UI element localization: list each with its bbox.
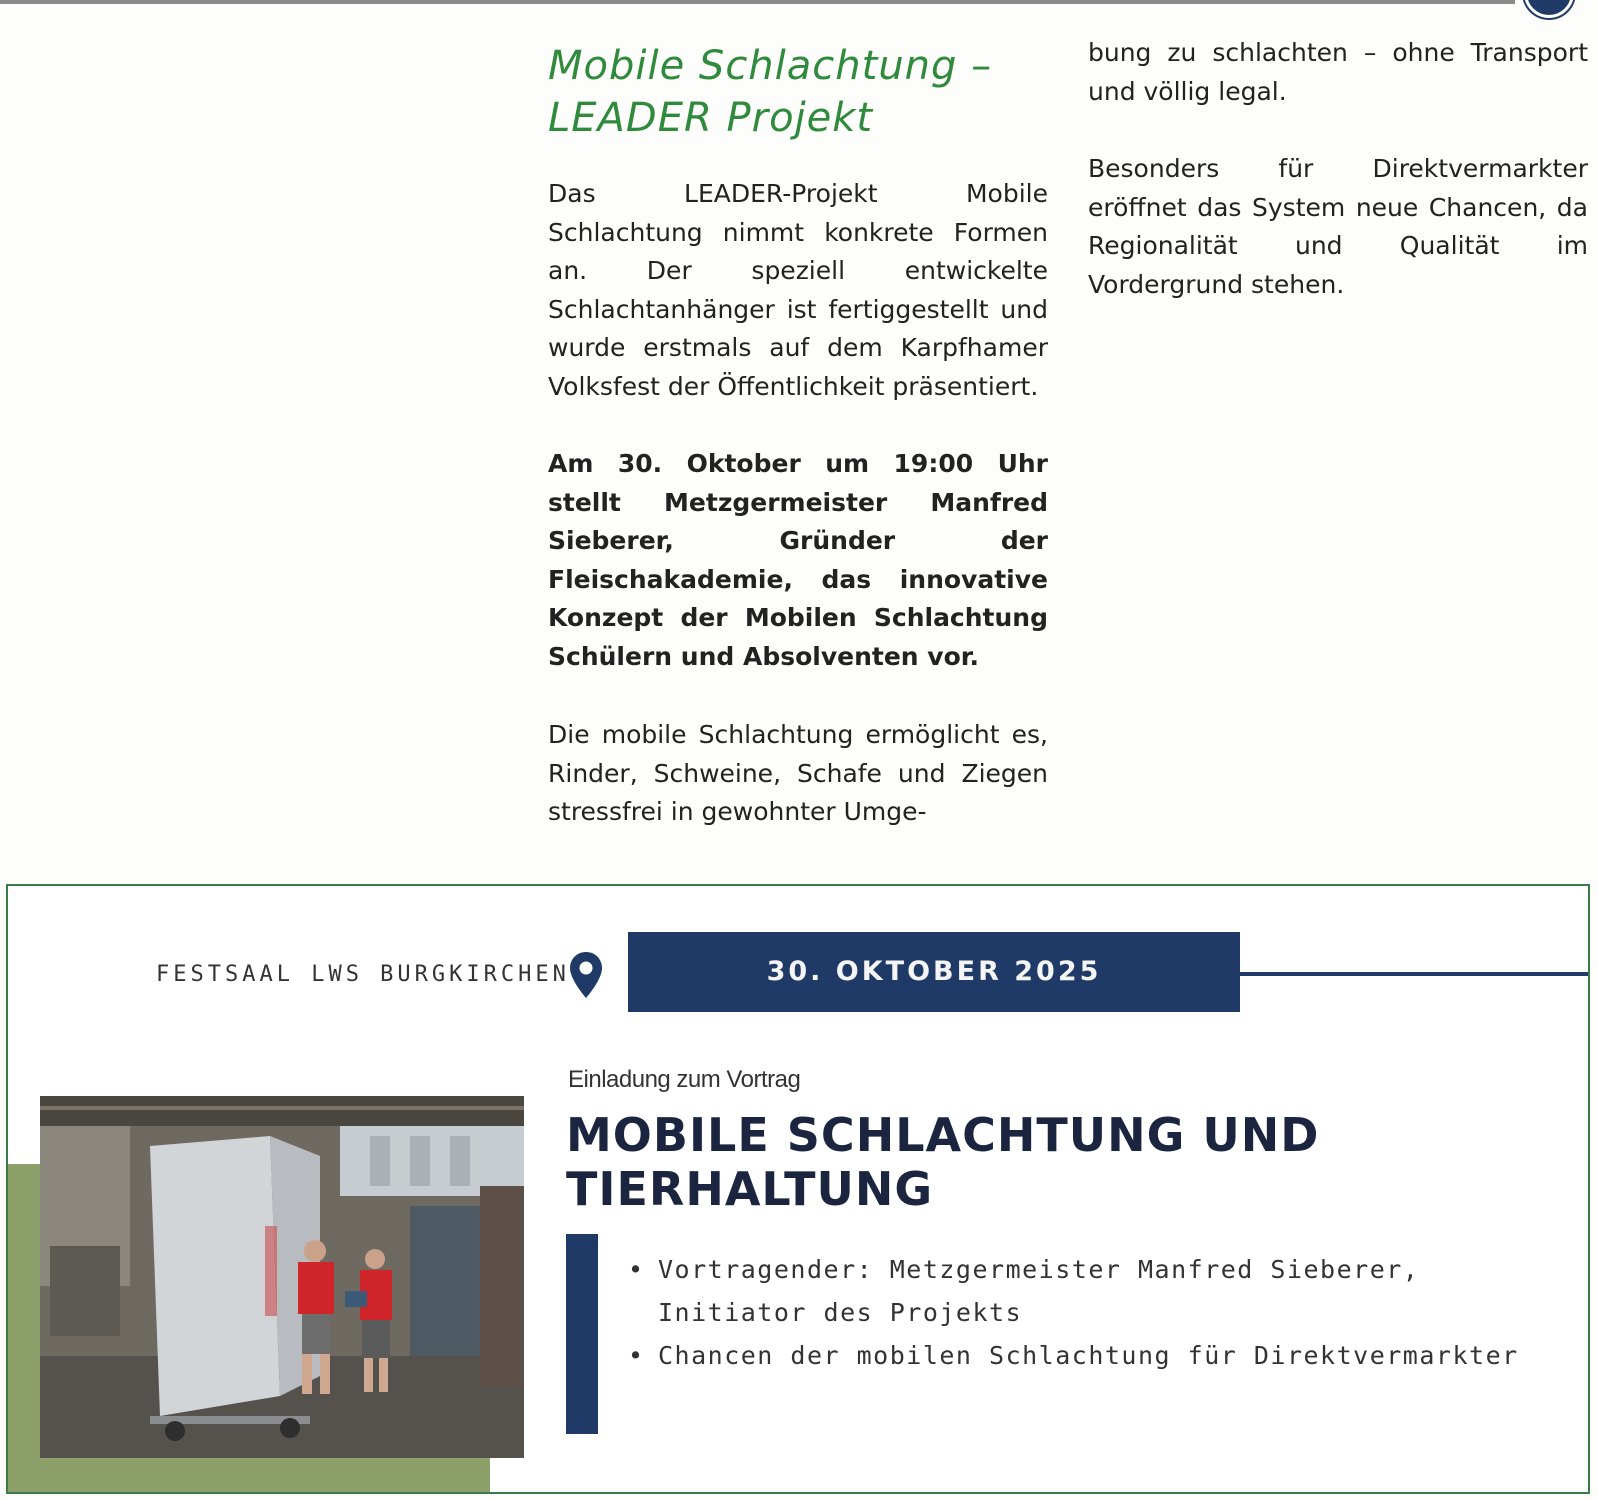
- event-location: FESTSAAL LWS BURGKIRCHEN: [156, 962, 570, 987]
- talk-title-line-2: TIERHALTUNG: [566, 1162, 934, 1216]
- event-date: 30. OKTOBER 2025: [628, 932, 1240, 1012]
- paragraph-event: Am 30. Oktober um 19:00 Uhr stellt Metzgermeister Manfred Sieberer, Gründer der Fleischakademie, das innovative Konzept der Mobilen Schlachtung Schülern und Absolventen vor.: [548, 449, 1048, 671]
- talk-title: [566, 1108, 1526, 1216]
- accent-bar: [566, 1234, 598, 1434]
- trailer-photo: [40, 1096, 524, 1458]
- talk-points: [628, 1248, 1528, 1377]
- list-item: • Vortragender: Metzgermeister Manfred Sieberer, Initiator des Projekts: [628, 1248, 1528, 1334]
- map-pin-icon: [568, 950, 604, 1000]
- heading-line-1: Mobile Schlachtung –: [548, 43, 993, 89]
- paragraph-mobile: Die mobile Schlachtung ermöglicht es, Rinder, Schweine, Schafe und Ziegen stressfrei in gewohnter Umge-: [548, 720, 1048, 826]
- heading-line-2: LEADER Projekt: [548, 95, 874, 141]
- paragraph-intro: Das LEADER-Projekt Mobile Schlachtung nimmt konkrete Formen an. Der speziell entwickelte Schlachtanhänger ist fertiggestellt und wurde erstmals auf dem Karpfhamer Volksfest der Öffentlichkeit präsentiert.: [548, 179, 1048, 401]
- talk-title-line-1: MOBILE SCHLACHTUNG UND: [566, 1108, 1320, 1162]
- date-rule: [1240, 972, 1590, 976]
- paragraph-mobile-continued: bung zu schlachten – ohne Transport und völlig legal.: [1088, 38, 1588, 106]
- header-badge-icon: [1524, 0, 1574, 18]
- list-item: • Chancen der mobilen Schlachtung für Direktvermarkter: [628, 1334, 1528, 1377]
- article-heading: [548, 40, 1048, 144]
- paragraph-direct-marketing: Besonders für Direktvermarkter eröffnet das System neue Chancen, da Regionalität und Qualität im Vordergrund stehen.: [1088, 154, 1588, 299]
- top-rule: [0, 0, 1515, 4]
- invitation-box: [6, 884, 1590, 1494]
- invitation-subtitle: Einladung zum Vortrag: [568, 1066, 801, 1093]
